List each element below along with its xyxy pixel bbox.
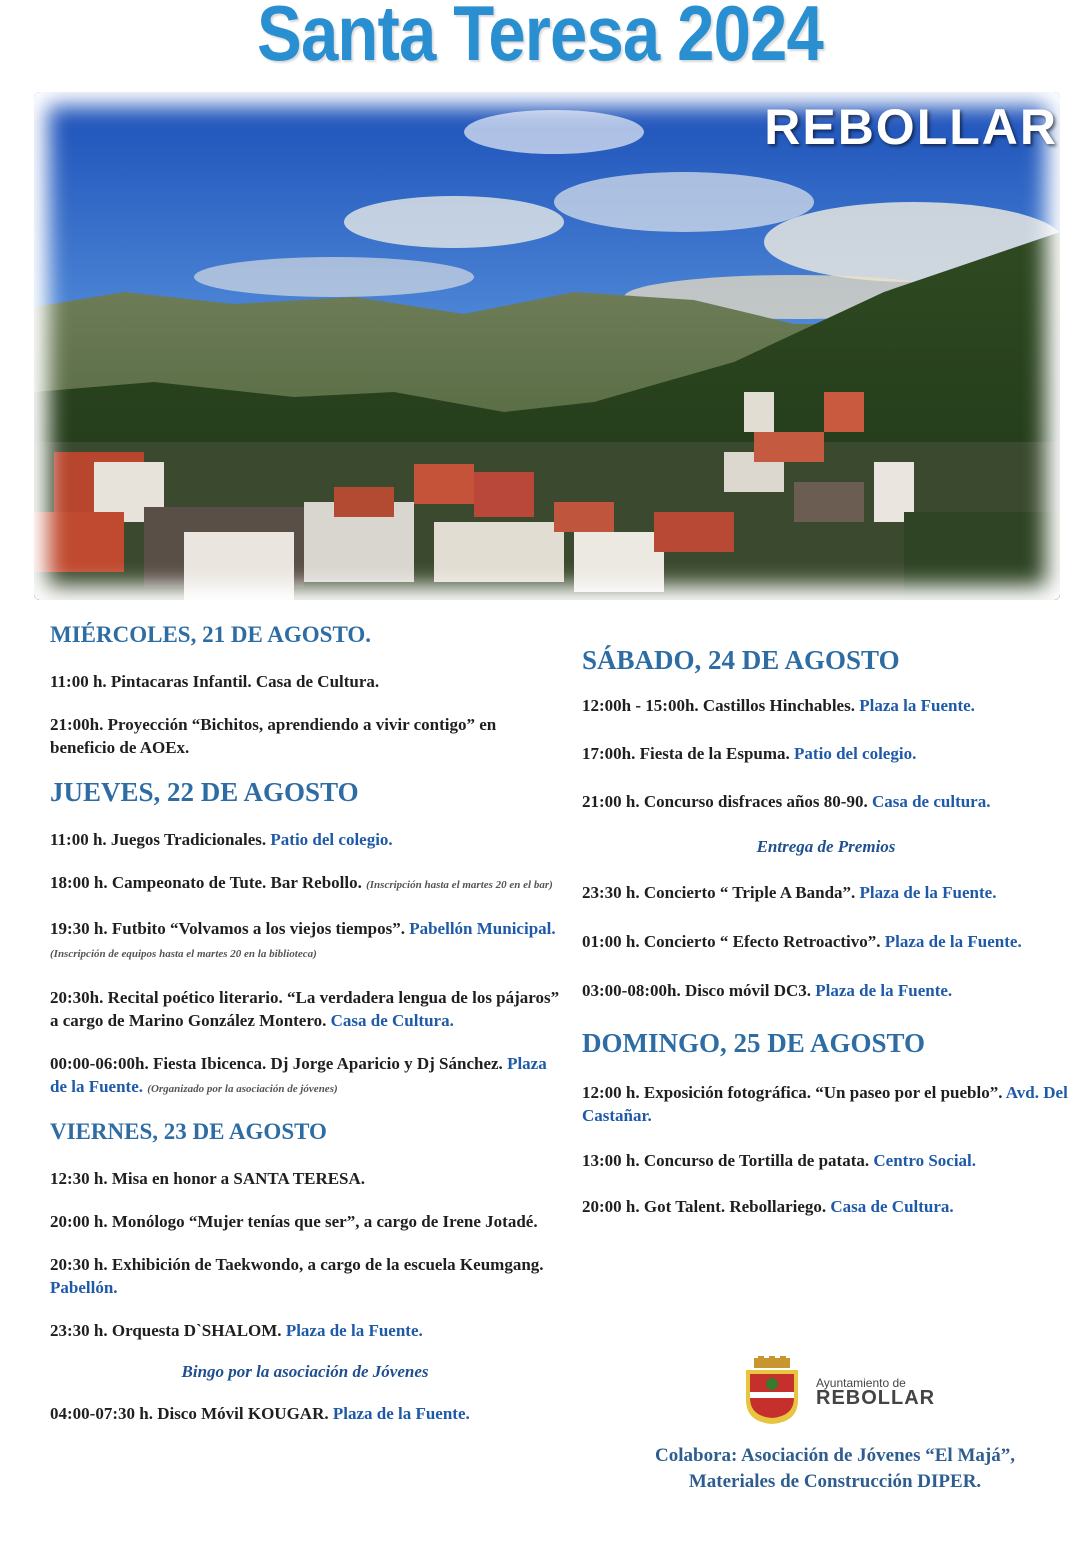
poster-title: Santa Teresa 2024 xyxy=(257,0,823,77)
event-text: 03:00-08:00h. Disco móvil DC3. xyxy=(582,981,812,1000)
logo-line-1: Ayuntamiento de xyxy=(816,1376,906,1390)
event-location: Pabellón Municipal. xyxy=(409,919,556,938)
town-hall-logo xyxy=(740,1356,980,1426)
event-location: Avd. Del Castañar. xyxy=(582,1083,1068,1125)
collab-line-2: Materiales de Construcción DIPER. xyxy=(688,1471,982,1492)
event-location: Pabellón. xyxy=(50,1278,118,1297)
event-item xyxy=(582,1195,1070,1218)
event-location: Centro Social. xyxy=(873,1151,977,1170)
collab-line-1: Colabora: Asociación de Jóvenes “El Majá”, xyxy=(655,1445,1015,1466)
event-item xyxy=(582,1081,1070,1127)
poster-subtitle: REBOLLAR xyxy=(764,99,1058,155)
event-text: 13:00 h. Concurso de Tortilla de patata. xyxy=(582,1151,870,1170)
event-item xyxy=(582,1149,1070,1172)
event-text: 12:00h - 15:00h. Castillos Hinchables. xyxy=(582,696,855,715)
event-text: 17:00h. Fiesta de la Espuma. xyxy=(582,744,790,763)
logo-line-2: REBOLLAR xyxy=(816,1387,936,1409)
event-text: 20:00 h. Got Talent. Rebollariego. xyxy=(582,1197,827,1216)
schedule-left-column xyxy=(50,622,560,1425)
event-location: Plaza de la Fuente. xyxy=(884,932,1022,951)
event-item: 11:00 h. Pintacaras Infantil. Casa de Cultura. xyxy=(50,672,380,691)
bingo-note: Bingo por la asociación de Jóvenes xyxy=(181,1362,429,1381)
event-note: (Inscripción de equipos hasta el martes 20 en la biblioteca) xyxy=(50,948,317,960)
event-item xyxy=(582,742,1070,765)
event-text: 01:00 h. Concierto “ Efecto Retroactivo”. xyxy=(582,932,881,951)
event-location: Casa de Cultura. xyxy=(830,1197,954,1216)
event-note: (Inscripción hasta el martes 20 en el bar) xyxy=(366,879,553,891)
event-item xyxy=(582,979,1070,1002)
event-text: 11:00 h. Juegos Tradicionales. xyxy=(50,830,267,849)
event-item xyxy=(50,986,560,1032)
event-text: 20:30 h. Exhibición de Taekwondo, a cargo de la escuela Keumgang. xyxy=(50,1255,544,1274)
event-location: Plaza de la Fuente. xyxy=(332,1404,470,1423)
event-item xyxy=(582,790,1070,813)
event-location: Patio del colegio. xyxy=(794,744,917,763)
event-text: 18:00 h. Campeonato de Tute. Bar Rebollo. xyxy=(50,873,362,892)
event-text: 12:00 h. Exposición fotográfica. “Un paseo por el pueblo”. xyxy=(582,1083,1003,1102)
event-item xyxy=(50,828,560,851)
event-item: 20:00 h. Monólogo “Mujer tenías que ser”, a cargo de Irene Jotadé. xyxy=(50,1212,538,1231)
collaborators xyxy=(620,1443,1050,1495)
event-location: Casa de cultura. xyxy=(871,792,991,811)
event-item: 12:30 h. Misa en honor a SANTA TERESA. xyxy=(50,1169,366,1188)
event-location: Plaza de la Fuente. xyxy=(50,1054,547,1096)
event-item xyxy=(50,917,560,966)
event-item xyxy=(50,1253,560,1299)
day-heading-viernes: VIERNES, 23 DE AGOSTO xyxy=(50,1119,327,1144)
event-note: (Organizado por la asociación de jóvenes) xyxy=(147,1083,338,1095)
event-location: Plaza la Fuente. xyxy=(859,696,975,715)
day-heading-domingo: DOMINGO, 25 DE AGOSTO xyxy=(582,1028,926,1058)
event-location: Plaza de la Fuente. xyxy=(285,1321,423,1340)
event-text: 21:00 h. Concurso disfraces años 80-90. xyxy=(582,792,868,811)
event-item: 21:00h. Proyección “Bichitos, aprendiendo a vivir contigo” en beneficio de AOEx. xyxy=(50,715,497,757)
event-location: Plaza de la Fuente. xyxy=(815,981,953,1000)
event-item xyxy=(50,1402,560,1425)
schedule-right-column xyxy=(582,645,1070,1218)
event-item xyxy=(582,694,1070,717)
day-heading-jueves: JUEVES, 22 DE AGOSTO xyxy=(50,777,359,807)
day-heading-sabado: SÁBADO, 24 DE AGOSTO xyxy=(582,645,900,675)
event-item xyxy=(50,1319,560,1342)
event-location: Plaza de la Fuente. xyxy=(859,883,997,902)
village-landscape-photo xyxy=(34,92,1060,600)
day-heading-miercoles: MIÉRCOLES, 21 DE AGOSTO. xyxy=(50,622,372,647)
event-item xyxy=(582,930,1070,953)
coat-of-arms-icon xyxy=(740,1356,804,1426)
event-text: 19:30 h. Futbito “Volvamos a los viejos tiempos”. xyxy=(50,919,405,938)
event-item xyxy=(582,881,1070,904)
awards-note: Entrega de Premios xyxy=(756,837,896,856)
event-item xyxy=(50,871,560,897)
event-text: 04:00-07:30 h. Disco Móvil KOUGAR. xyxy=(50,1404,329,1423)
event-text: 00:00-06:00h. Fiesta Ibicenca. Dj Jorge Aparicio y Dj Sánchez. xyxy=(50,1054,503,1073)
event-text: 20:30h. Recital poético literario. “La verdadera lengua de los pájaros” a cargo de Marino González Montero. xyxy=(50,988,560,1030)
event-text: 23:30 h. Orquesta D`SHALOM. xyxy=(50,1321,282,1340)
event-location: Patio del colegio. xyxy=(270,830,393,849)
event-location: Casa de Cultura. xyxy=(330,1011,454,1030)
event-item xyxy=(50,1052,560,1101)
event-text: 23:30 h. Concierto “ Triple A Banda”. xyxy=(582,883,856,902)
